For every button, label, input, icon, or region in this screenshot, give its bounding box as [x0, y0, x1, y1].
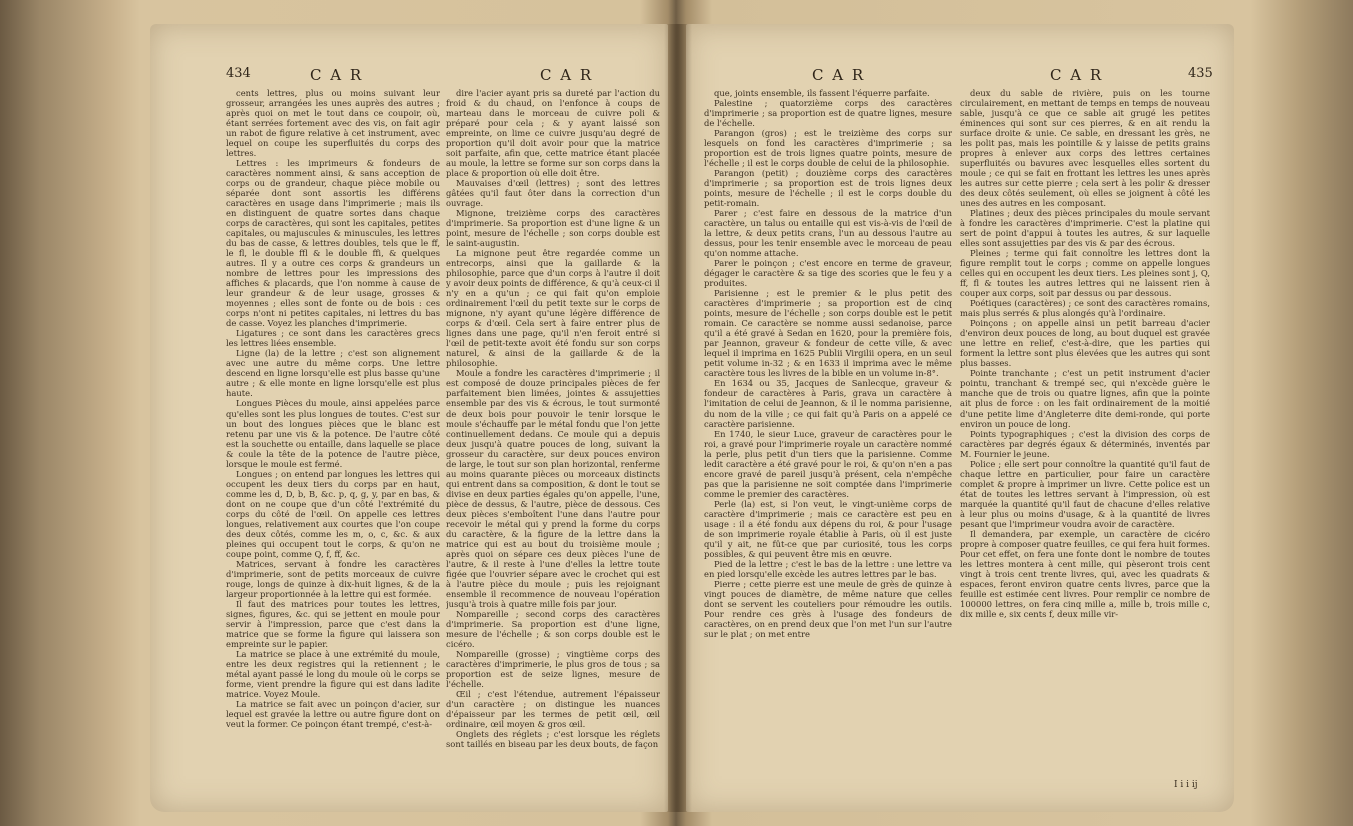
dictionary-entry: Longues ; on entend par longues les lettres qui occupent les deux tiers du corps par en haut, comme les d, D, b, B, &c. p, q, g, y, par en bas, & dont on ne coupe que d'un côté l'extrémité du corps du côté de l'œil. On appelle ces lettres longues, relativement aux courtes que l'on coupe des deux côtés, comme les m, o, c, &c. & aux pleines qui occupent tout le corps, & qu'on ne coupe point, comme Q, f, ff, &c. [226, 468, 440, 559]
dictionary-entry: que, joints ensemble, ils fassent l'équerre parfaite. [714, 88, 930, 98]
running-head-left-col1: C A R [310, 66, 364, 84]
dictionary-entry: Mignone, treizième corps des caractères d'imprimerie. Sa proportion est d'une ligne & un point, mesure de l'échelle ; son corps double est le saint-augustin. [446, 208, 660, 249]
left-page-header [226, 66, 656, 86]
right-page-header [704, 66, 1224, 86]
dictionary-entry: Pierre ; cette pierre est une meule de grès de quinze à vingt pouces de diamètre, de même nature que celles dont se servent les couteliers pour rémoudre les outils. Pour rendre ces grès à l'usage des fondeurs de caractères, on en prend deux que l'on met l'un sur l'autre sur le plat ; on met entre [704, 578, 952, 639]
page-number-right: 435 [1188, 66, 1213, 81]
dictionary-entry: Poétiques (caractères) ; ce sont des caractères romains, mais plus serrés & plus alongés qu'à l'ordinaire. [960, 298, 1210, 319]
dictionary-entry: Lettres : les imprimeurs & fondeurs de caractères nomment ainsi, & sans acception de corps ou de grandeur, chaque pièce mobile ou séparée dont sont assortis les différens caractères en usage dans l'imprimerie ; mais ils en distinguent de quatre sortes dans chaque corps de caractères, qui sont les capitales, petites capitales, ou majuscules & minuscules, les lettres du bas de casse, & lettres doubles, tels que le ff, le fl, le double ffl & le double ffi, & quelques autres. Il y a outre ces corps & grandeurs un nombre de lettres pour les impressions des affiches & placards, que l'on nomme à cause de leur grandeur & de leur usage, grosses & moyennes ; elles sont de fonte ou de bois : ces corps n'ont ni petites capitales, ni lettres du bas de casse. Voyez les planches d'imprimerie. [226, 158, 440, 329]
dictionary-entry: En 1740, le sieur Luce, graveur de caractères pour le roi, a gravé pour l'imprimerie royale un caractère nommé la perle, plus petit d'un tiers que la parisienne. Comme ledit caractère a été gravé pour le roi, & qu'on n'en a pas encore gravé de pareil jusqu'à présent, cela n'empêche pas que la parisienne ne soit comptée dans l'imprimerie comme le premier des caractères. [704, 428, 952, 499]
printer-signature-mark: I i i ij [1174, 780, 1198, 790]
dictionary-entry: Ligne (la) de la lettre ; c'est son alignement avec une autre du même corps. Une lettre descend en ligne lorsqu'elle est plus basse qu'une autre ; & elle monte en ligne lorsqu'elle est plus haute. [226, 348, 440, 399]
right-page-column-1 [704, 88, 952, 794]
running-head-left-col2: C A R [540, 66, 594, 84]
dictionary-entry: En 1634 ou 35, Jacques de Sanlecque, graveur & fondeur de caractères à Paris, grava un caractère à l'imitation de celui de Jeannon, & il le nomma parisienne, du nom de la ville ; ce qui fait qu'à Paris on a appelé ce caractère parisienne. [704, 378, 952, 429]
page-number-left: 434 [226, 66, 251, 81]
dictionary-entry: Il demandera, par exemple, un caractère de cicéro propre à composer quatre feuilles, ce qui fera huit formes. Pour cet effet, on fera une fonte dont le nombre de toutes les lettres montera à cent mille, qui pèseront trois cent vingt à trois cent trente livres, qui, avec les quadrats & espaces, feront environ quatre cents livres, parce que la feuille est estimée cent livres. Pour remplir ce nombre de 100000 lettres, on fera cinq mille a, mille b, trois mille c, dix mille e, six cents f, deux mille vir- [960, 528, 1210, 619]
running-head-right-col1: C A R [812, 66, 866, 84]
dictionary-entry: Matrices, servant à fondre les caractères d'imprimerie, sont de petits morceaux de cuivre rouge, longs de quinze à dix-huit lignes, & de la largeur proportionnée à la lettre qui est formée. [226, 558, 440, 599]
dictionary-entry: Moule a fondre les caractères d'imprimerie ; il est composé de douze principales pièces de fer parfaitement bien limées, jointes & assujetties ensemble par des vis & écrous, le tout surmonté de deux bois pour pouvoir le tenir lorsque le moule s'échauffe par le métal fondu que l'on jette continuellement dedans. Ce moule qui a depuis deux jusqu'à quatre pouces de long, suivant la grosseur du caractère, sur deux pouces environ de large, le tout sur son plan horizontal, renferme au moins quarante pièces ou morceaux distincts qui entrent dans sa composition, & dont le tout se divise en deux parties égales qu'on appelle, l'une, pièce de dessus, & l'autre, pièce de dessous. Ces deux pièces s'emboîtent l'une dans l'autre pour recevoir le métal qui y prend la forme du corps du caractère, & la figure de la lettre dans la matrice qui est au bout du troisième moule ; après quoi on sépare ces deux pièces l'une de l'autre, & il reste à l'une d'elles la lettre toute figée que l'ouvrier sépare avec le crochet qui est à l'autre pièce du moule ; puis les rejoignant ensemble il recommence de nouveau l'opération jusqu'à trois à quatre mille fois par jour. [446, 368, 660, 609]
dictionary-entry: Points typographiques ; c'est la division des corps de caractères par degrés égaux & déterminés, inventés par M. Fournier le jeune. [960, 428, 1210, 459]
dictionary-entry: Platines ; deux des pièces principales du moule servant à fondre les caractères d'imprimerie. C'est la platine qui sert de point d'appui à toutes les autres, & sur laquelle elles sont assujetties par des vis & par des écrous. [960, 208, 1210, 249]
book-gutter [664, 24, 692, 812]
dictionary-entry: Pied de la lettre ; c'est le bas de la lettre : une lettre va en pied lorsqu'elle excède les autres lettres par le bas. [704, 558, 952, 579]
dictionary-entry: La mignone peut être regardée comme un entrecorps, ainsi que la gaillarde & la philosophie, parce que d'un corps à l'autre il doit y avoir deux points de différence, & qu'à ceux-ci il n'y en a qu'un ; ce qui fait qu'on emploie ordinairement l'œil du petit texte sur le corps de mignone, n'y ayant qu'une légère différence de corps & d'œil. Cela sert à faire entrer plus de lignes dans une page, qu'il n'en feroit entré si l'œil de petit-texte avoit été fondu sur son corps naturel, & ainsi de la gaillarde & de la philosophie. [446, 248, 660, 369]
left-page-column-1 [226, 88, 440, 794]
dictionary-entry: Pointe tranchante ; c'est un petit instrument d'acier pointu, tranchant & trempé sec, qui n'excède guère le manche que de trois ou quatre lignes, afin que la pointe ait plus de force : on les fait ordinairement de la moitié d'une petite lime d'Angleterre dite demi-ronde, qui porte environ un pouce de long. [960, 368, 1210, 429]
dictionary-entry: Il faut des matrices pour toutes les lettres, signes, figures, &c. qui se jettent en moule pour servir à l'impression, parce que c'est dans la matrice que se forme la figure qui laissera son empreinte sur le papier. [226, 598, 440, 649]
dictionary-entry: Ligatures ; ce sont dans les caractères grecs les lettres liées ensemble. [226, 328, 440, 349]
right-page-column-2 [960, 88, 1210, 778]
dictionary-entry: Palestine ; quatorzième corps des caractères d'imprimerie ; sa proportion est de quatre lignes, mesure de l'échelle. [704, 98, 952, 129]
left-page-column-2 [446, 88, 660, 794]
dictionary-entry: Pleines ; terme qui fait connoître les lettres dont la figure remplit tout le corps ; comme on appelle longues celles qui en occupent les deux tiers. Les pleines sont j, Q, ff, fl & toutes les autres lettres qui ne laissent rien à couper aux corps, soit par dessus ou par dessous. [960, 248, 1210, 299]
dictionary-entry: deux du sable de rivière, puis on les tourne circulairement, en mettant de temps en temps de nouveau sable, jusqu'à ce que ce sable ait grugé les petites éminences qui sont sur ces pierres, & en ait rendu la surface droite & unie. Ce sable, en dressant les grès, ne les polit pas, mais les pointille & y laisse de petits grains propres à enlever aux corps des lettres certaines superfluités ou bavures avec lesquelles elles sortent du moule ; ce qui se fait en frottant les lettres les unes après les autres sur cette pierre ; cela sert à les polir & dresser des deux côtés seulement, où elles se joignent à côté les unes des autres en les composant. [960, 88, 1210, 209]
dictionary-entry: Mauvaises d'œil (lettres) ; sont des lettres gâtées qu'il faut ôter dans la correction d'un ouvrage. [446, 178, 660, 209]
dictionary-entry: Nompareille (grosse) ; vingtième corps des caractères d'imprimerie, le plus gros de tous ; sa proportion est de seize lignes, mesure de l'échelle. [446, 648, 660, 689]
dictionary-entry: dire l'acier ayant pris sa dureté par l'action du froid & du chaud, on l'enfonce à coups de marteau dans le morceau de cuivre poli & préparé pour cela ; & y ayant laissé son empreinte, on lime ce cuivre jusqu'au degré de proportion qu'il doit avoir pour que la matrice soit parfaite, afin que, cette matrice étant placée au moule, la lettre se forme sur son corps dans la place & proportion où elle doit être. [446, 88, 660, 179]
dictionary-entry: Œil ; c'est l'étendue, autrement l'épaisseur d'un caractère ; on distingue les nuances d'épaisseur par les termes de petit œil, œil ordinaire, œil moyen & gros œil. [446, 688, 660, 729]
dictionary-entry: cents lettres, plus ou moins suivant leur grosseur, arrangées les unes auprès des autres ; après quoi on met le tout dans ce coupoir, où, étant serrées fortement avec des vis, on fait agir un rabot de figure relative à cet instrument, avec lequel on coupe les superfluités du corps des lettres. [226, 88, 440, 159]
dictionary-entry: Poinçons ; on appelle ainsi un petit barreau d'acier d'environ deux pouces de long, au bout duquel est gravée une lettre en relief, c'est-à-dire, que les parties qui forment la lettre sont plus élevées que les autres qui sont plus basses. [960, 318, 1210, 369]
dictionary-entry: Onglets des réglets ; c'est lorsque les réglets sont taillés en biseau par les deux bouts, de façon [446, 729, 660, 750]
dictionary-entry: Parangon (gros) ; est le treizième des corps sur lesquels on fond les caractères d'imprimerie ; sa proportion est de trois lignes quatre points, mesure de l'échelle ; il est le corps double de celui de la philosophie. [704, 128, 952, 169]
dictionary-entry: Parer le poinçon ; c'est encore en terme de graveur, dégager le caractère & sa tige des scories que le feu y a produites. [704, 258, 952, 289]
dictionary-entry: Parangon (petit) ; douzième corps des caractères d'imprimerie ; sa proportion est de trois lignes deux points, mesure de l'échelle ; il est le corps double du petit-romain. [704, 168, 952, 209]
dictionary-entry: Parisienne ; est le premier & le plus petit des caractères d'imprimerie ; sa proportion est de cinq points, mesure de l'échelle ; son corps double est le petit romain. Ce caractère se nomme aussi sedanoise, parce qu'il a été gravé à Sedan en 1620, pour la première fois, par Jeannon, graveur & fondeur de cette ville, & avec lequel il imprima en 1625 Publii Virgilii opera, en un seul petit volume in-32 ; & en 1633 il imprima avec le même caractère tous les livres de la bible en un volume in-8°. [704, 288, 952, 379]
dictionary-entry: Police ; elle sert pour connoître la quantité qu'il faut de chaque lettre en particulier, pour faire un caractère complet & propre à imprimer un livre. Cette police est un état de toutes les lettres servant à l'impression, où est marquée la quantité qu'il faut de chacune d'elles relative à leur plus ou moins d'usage, & à la quantité de livres pesant que l'imprimeur voudra avoir de caractère. [960, 458, 1210, 529]
dictionary-entry: Parer ; c'est faire en dessous de la matrice d'un caractère, un talus ou entaille qui est vis-à-vis de l'œil de la lettre, & deux petits crans, l'un au dessous l'autre au dessus, pour les tenir ensemble avec le morceau de peau qu'on nomme attache. [704, 208, 952, 259]
dictionary-entry: La matrice se fait avec un poinçon d'acier, sur lequel est gravée la lettre ou autre figure dont on veut la former. Ce poinçon étant trempé, c'est-à- [226, 698, 440, 729]
dictionary-entry: Perle (la) est, si l'on veut, le vingt-unième corps de caractère d'imprimerie ; mais ce caractère est peu en usage : il a été fondu aux dépens du roi, & pour l'usage de son imprimerie royale établie à Paris, où il est juste qu'il y ait, ne fût-ce que par curiosité, tous les corps possibles, & qui peuvent être mis en œuvre. [704, 498, 952, 559]
dictionary-entry: Longues Pièces du moule, ainsi appelées parce qu'elles sont les plus longues de toutes. C'est sur un bout des longues pièces que le blanc est retenu par une vis & la potence. De l'autre côté est la souchette ou entaille, dans laquelle se place & coule la tête de la potence de l'autre pièce, lorsque le moule est fermé. [226, 398, 440, 469]
dictionary-entry: La matrice se place à une extrémité du moule, entre les deux registres qui la retiennent ; le métal ayant passé le long du moule où le corps se forme, vient prendre la figure qui est dans ladite matrice. Voyez Moule. [226, 648, 440, 699]
running-head-right-col2: C A R [1050, 66, 1104, 84]
dictionary-entry: Nompareille ; second corps des caractères d'imprimerie. Sa proportion est d'une ligne, mesure de l'échelle ; & son corps double est le cicéro. [446, 608, 660, 649]
